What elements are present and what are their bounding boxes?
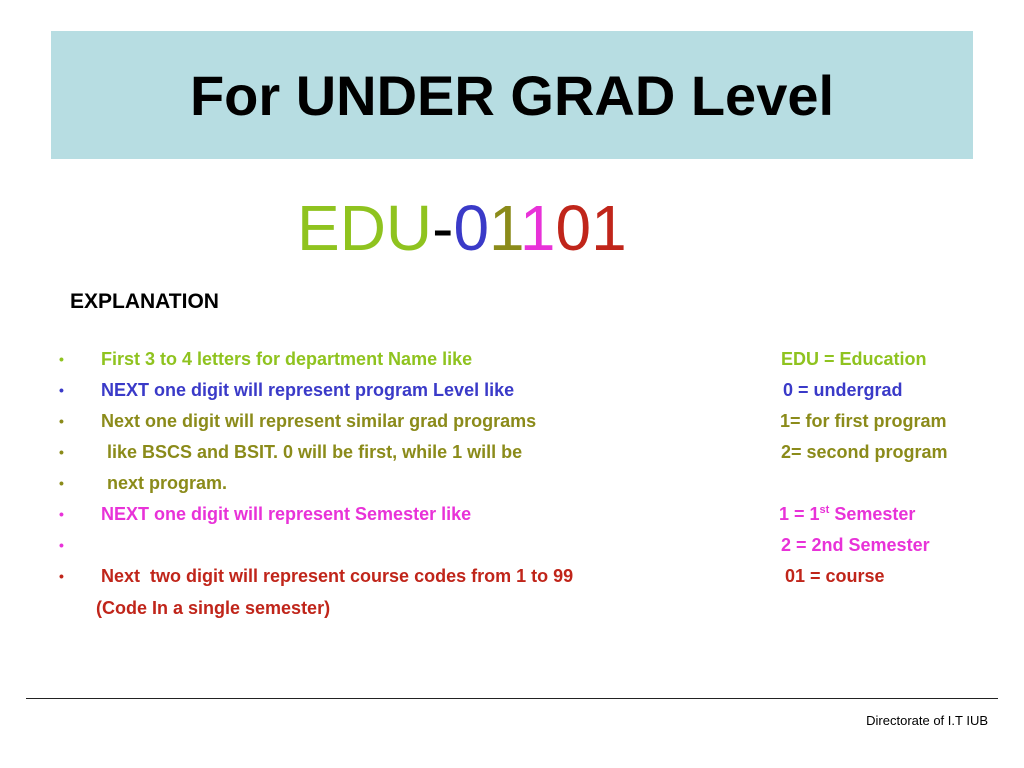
item-description: First 3 to 4 letters for department Name like	[101, 349, 473, 369]
item-meaning: 1= for first program	[780, 411, 947, 431]
bullet: •	[59, 475, 64, 491]
list-item	[0, 439, 1024, 465]
footer-text: Directorate of I.T IUB	[866, 713, 988, 728]
bullet: •	[59, 382, 64, 398]
item-description: like BSCS and BSIT. 0 will be first, while 1 will be	[102, 442, 523, 462]
course-code-example	[297, 192, 627, 264]
item-meaning	[779, 501, 915, 527]
item-description: NEXT one digit will represent program Level like	[101, 380, 515, 400]
item-meaning-sup: st	[819, 504, 830, 516]
code-digit-level: 0	[453, 192, 490, 264]
item-description: NEXT one digit will represent Semester like	[101, 504, 472, 524]
title-banner	[51, 31, 973, 159]
item-meaning: 2= second program	[781, 442, 948, 462]
item-sub-note: (Code In a single semester)	[96, 598, 331, 618]
code-prefix: EDU	[297, 192, 433, 264]
bullet: •	[59, 413, 64, 429]
code-digit-program: 1	[489, 192, 520, 264]
item-description: next program.	[102, 473, 228, 493]
item-meaning: 2 = 2nd Semester	[781, 535, 930, 555]
item-meaning-post: Semester	[829, 504, 916, 524]
bullet: •	[59, 537, 64, 553]
list-item	[0, 377, 1024, 403]
item-description: Next two digit will represent course codes from 1 to 99	[101, 566, 574, 586]
bullet: •	[59, 506, 64, 522]
list-item	[0, 532, 1024, 558]
list-item	[0, 346, 1024, 372]
bullet: •	[59, 351, 64, 367]
explanation-heading: EXPLANATION	[70, 290, 219, 313]
page-title: For UNDER GRAD Level	[189, 63, 835, 127]
footer-divider	[26, 698, 998, 699]
list-item	[0, 501, 1024, 527]
item-description: Next one digit will represent similar grad programs	[101, 411, 537, 431]
item-meaning: EDU = Education	[781, 349, 927, 369]
code-digit-course-2: 1	[591, 192, 627, 264]
code-digit-semester: 1	[519, 192, 556, 264]
list-item	[0, 563, 1024, 589]
bullet: •	[59, 444, 64, 460]
bullet: •	[59, 568, 64, 584]
item-meaning: 0 = undergrad	[783, 380, 903, 400]
list-item	[0, 470, 1024, 496]
item-meaning-pre: 1 = 1	[779, 504, 820, 524]
item-meaning: 01 = course	[785, 566, 885, 586]
code-dash: -	[432, 192, 454, 264]
list-item	[0, 408, 1024, 434]
code-digit-course-1: 0	[555, 192, 592, 264]
